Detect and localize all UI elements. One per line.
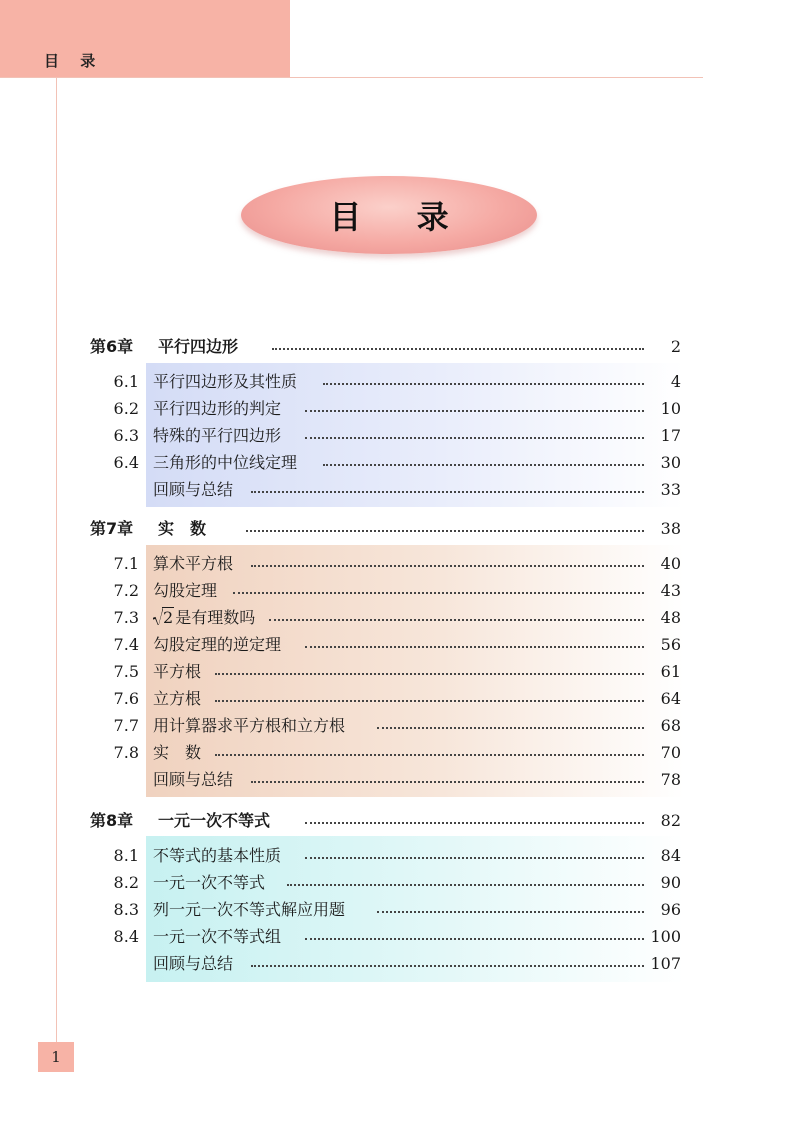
header-divider <box>0 77 703 78</box>
chapter-number: 第8章 <box>90 811 134 830</box>
dot-leader <box>272 348 644 350</box>
section-title: 平行四边形的判定 <box>153 399 282 418</box>
page-title: 目 录 <box>329 198 471 236</box>
page-ref: 48 <box>660 608 681 627</box>
section-title: 回顾与总结 <box>153 770 234 789</box>
toc-section-row[interactable] <box>0 712 800 739</box>
dot-leader <box>215 754 644 756</box>
page-ref: 100 <box>650 927 681 946</box>
toc-section-row[interactable] <box>0 658 800 685</box>
section-title: 一元一次不等式组 <box>153 927 282 946</box>
dot-leader <box>305 410 644 412</box>
chapter-number: 第7章 <box>90 519 134 538</box>
dot-leader <box>323 383 644 385</box>
dot-leader <box>377 727 644 729</box>
section-number: 7.6 <box>113 689 139 708</box>
toc-section-row[interactable] <box>0 950 800 977</box>
section-number: 7.2 <box>113 581 139 600</box>
page-ref: 30 <box>660 453 681 472</box>
page-ref: 70 <box>660 743 681 762</box>
toc-section-row[interactable] <box>0 896 800 923</box>
section-title: 不等式的基本性质 <box>153 846 282 865</box>
page-ref: 82 <box>660 811 681 830</box>
page-number: 1 <box>38 1042 74 1072</box>
toc-section-row[interactable] <box>0 869 800 896</box>
section-number: 8.3 <box>113 900 139 919</box>
page-ref: 90 <box>660 873 681 892</box>
page-ref: 61 <box>660 662 681 681</box>
page-ref: 84 <box>660 846 681 865</box>
section-title: 勾股定理的逆定理 <box>153 635 282 654</box>
toc-section-row[interactable] <box>0 766 800 793</box>
toc-section-row[interactable] <box>0 842 800 869</box>
dot-leader <box>287 884 644 886</box>
toc-section-row[interactable] <box>0 739 800 766</box>
page-ref: 4 <box>670 372 681 391</box>
chapter-number: 第6章 <box>90 337 134 356</box>
page-ref: 10 <box>660 399 681 418</box>
page-ref: 17 <box>660 426 681 445</box>
dot-leader <box>305 646 644 648</box>
sqrt-radicand: 2 <box>163 608 174 627</box>
toc-section-row[interactable] <box>0 685 800 712</box>
dot-leader <box>246 530 644 532</box>
dot-leader <box>251 565 644 567</box>
dot-leader <box>251 491 644 493</box>
page-ref: 33 <box>660 480 681 499</box>
section-number: 7.4 <box>113 635 139 654</box>
section-title: 用计算器求平方根和立方根 <box>153 716 346 735</box>
section-number: 7.7 <box>113 716 139 735</box>
chapter-title: 一元一次不等式 <box>158 811 271 830</box>
section-number: 7.5 <box>113 662 139 681</box>
chapter-title: 平行四边形 <box>158 337 239 356</box>
section-number: 7.1 <box>113 554 139 573</box>
dot-leader <box>233 592 644 594</box>
dot-leader <box>305 437 644 439</box>
toc-section-row[interactable] <box>0 476 800 503</box>
section-title: 实 数 <box>153 743 202 762</box>
section-title: 平方根 <box>153 662 202 681</box>
toc-section-row[interactable] <box>0 923 800 950</box>
toc-section-row[interactable] <box>0 422 800 449</box>
section-number: 7.3 <box>113 608 139 627</box>
section-title <box>153 604 255 631</box>
toc-section-row[interactable] <box>0 604 800 631</box>
section-title: 特殊的平行四边形 <box>153 426 282 445</box>
toc-chapter-row[interactable] <box>0 515 800 542</box>
page-ref: 43 <box>660 581 681 600</box>
toc-section-row[interactable] <box>0 577 800 604</box>
section-title-text: 是有理数吗 <box>175 608 256 627</box>
section-title: 回顾与总结 <box>153 480 234 499</box>
toc-chapter-row[interactable] <box>0 333 800 360</box>
sqrt-symbol <box>153 604 174 631</box>
dot-leader <box>305 938 644 940</box>
section-title: 三角形的中位线定理 <box>153 453 298 472</box>
section-number: 8.1 <box>113 846 139 865</box>
page-ref: 64 <box>660 689 681 708</box>
section-title: 一元一次不等式 <box>153 873 266 892</box>
section-title: 平行四边形及其性质 <box>153 372 298 391</box>
section-number: 8.4 <box>113 927 139 946</box>
section-number: 6.4 <box>113 453 139 472</box>
dot-leader <box>251 965 644 967</box>
section-number: 8.2 <box>113 873 139 892</box>
toc-section-row[interactable] <box>0 631 800 658</box>
dot-leader <box>251 781 644 783</box>
toc-section-row[interactable] <box>0 449 800 476</box>
chapter-title: 实 数 <box>158 519 207 538</box>
page-ref: 78 <box>660 770 681 789</box>
header-label: 目 录 <box>44 52 104 70</box>
toc-section-row[interactable] <box>0 368 800 395</box>
page-ref: 56 <box>660 635 681 654</box>
section-title: 勾股定理 <box>153 581 218 600</box>
dot-leader <box>377 911 644 913</box>
dot-leader <box>305 822 644 824</box>
toc-section-row[interactable] <box>0 395 800 422</box>
section-number: 6.1 <box>113 372 139 391</box>
section-number: 6.3 <box>113 426 139 445</box>
toc-chapter-row[interactable] <box>0 807 800 834</box>
page-ref: 107 <box>650 954 681 973</box>
page-ref: 40 <box>660 554 681 573</box>
toc-section-row[interactable] <box>0 550 800 577</box>
dot-leader <box>269 619 644 621</box>
dot-leader <box>215 700 644 702</box>
section-title: 立方根 <box>153 689 202 708</box>
section-number: 7.8 <box>113 743 139 762</box>
page-ref: 2 <box>670 337 681 356</box>
section-title: 回顾与总结 <box>153 954 234 973</box>
dot-leader <box>323 464 644 466</box>
page-ref: 96 <box>660 900 681 919</box>
page-ref: 68 <box>660 716 681 735</box>
section-number: 6.2 <box>113 399 139 418</box>
section-title: 算术平方根 <box>153 554 234 573</box>
dot-leader <box>215 673 644 675</box>
dot-leader <box>305 857 644 859</box>
section-title: 列一元一次不等式解应用题 <box>153 900 346 919</box>
page-ref: 38 <box>660 519 681 538</box>
